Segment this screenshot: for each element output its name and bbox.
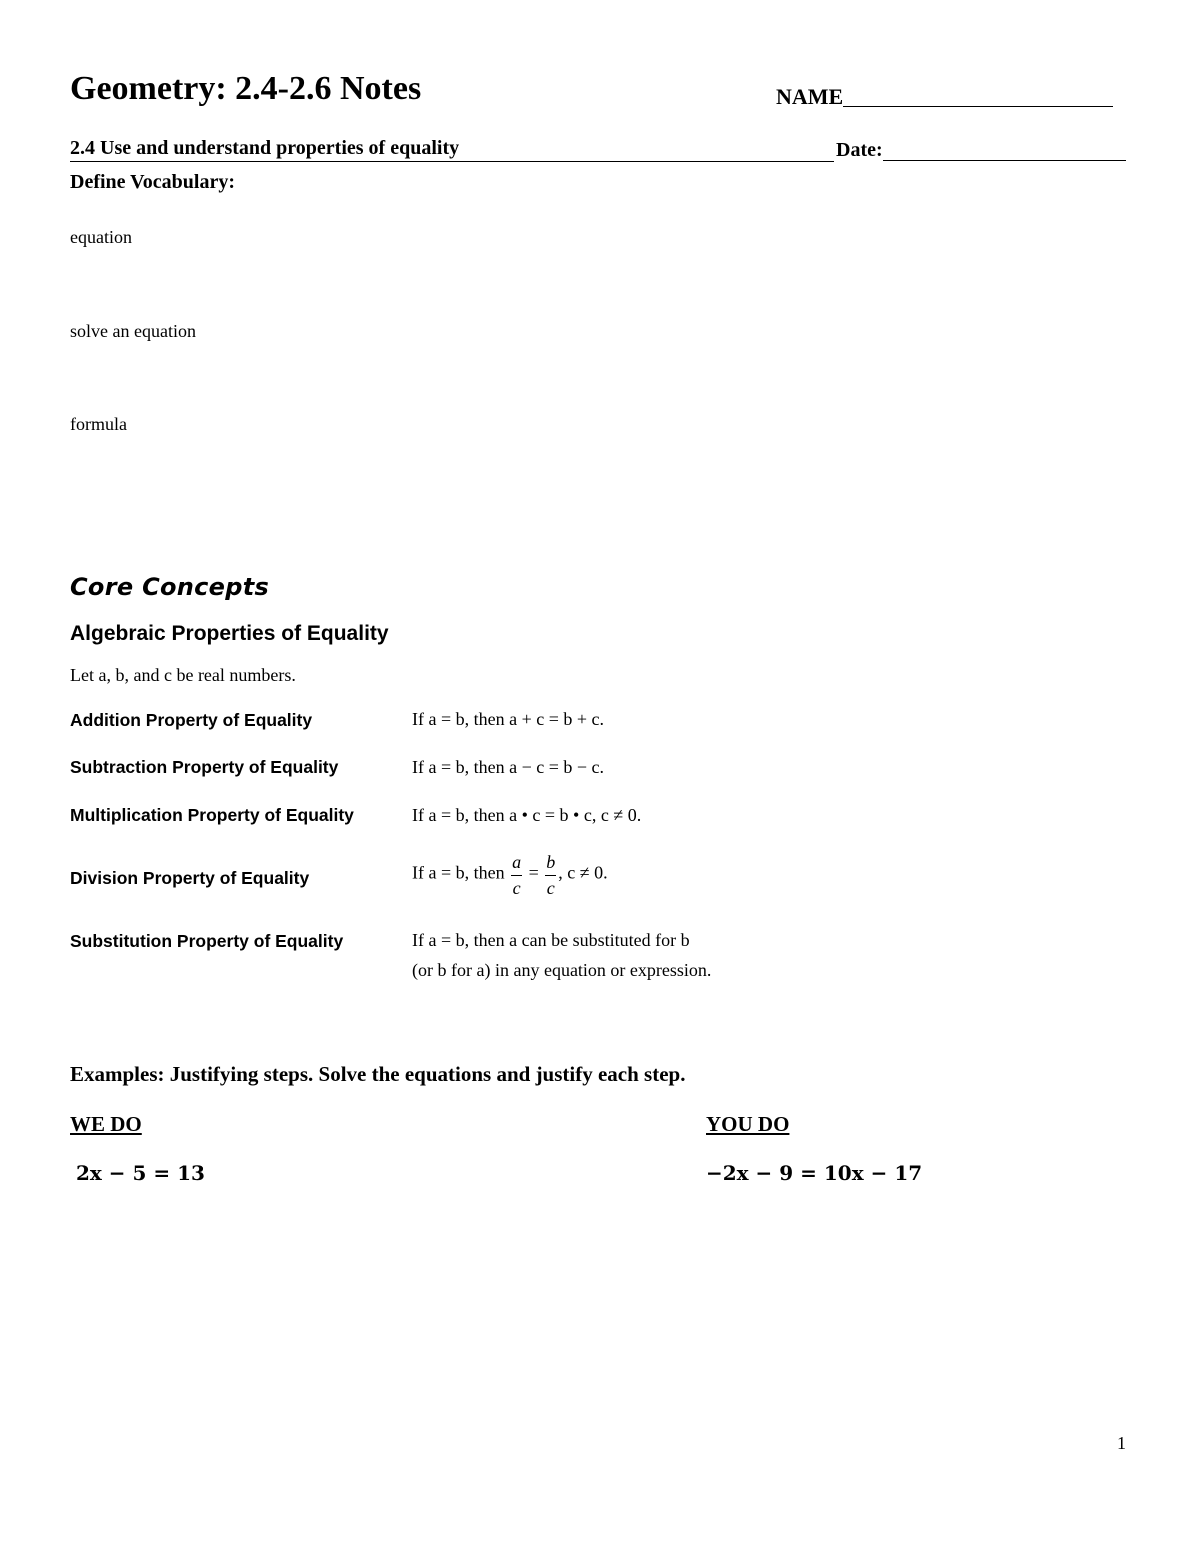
property-rule-substitution-line2: (or b for a) in any equation or expression.	[412, 960, 712, 980]
vocab-term-solve-an-equation: solve an equation	[70, 321, 196, 341]
property-name-addition: Addition Property of Equality	[70, 710, 313, 730]
fraction-b-numerator: b	[546, 852, 556, 872]
division-equals-sign: =	[528, 862, 539, 883]
fraction-a-denominator: c	[512, 877, 521, 898]
date-blank-line[interactable]	[883, 159, 1126, 161]
vocab-term-formula: formula	[70, 414, 127, 434]
core-concepts-title: Core Concepts	[70, 573, 270, 601]
property-name-division: Division Property of Equality	[70, 868, 310, 888]
properties-box-title: Algebraic Properties of Equality	[70, 622, 389, 645]
division-rule-prefix: If a = b, then	[412, 862, 505, 883]
page-number: 1	[1117, 1433, 1126, 1453]
name-blank-line[interactable]	[843, 105, 1113, 107]
property-rule-subtraction: If a = b, then a − c = b − c.	[412, 757, 605, 777]
property-name-substitution: Substitution Property of Equality	[70, 931, 344, 951]
fraction-a-over-c	[511, 853, 522, 898]
page-title: Geometry: 2.4-2.6 Notes	[70, 70, 422, 107]
fraction-b-over-c	[545, 853, 556, 898]
fraction-a-numerator: a	[512, 852, 522, 872]
date-label: Date:	[836, 139, 883, 161]
property-rule-addition: If a = b, then a + c = b + c.	[412, 709, 605, 729]
we-do-heading: WE DO	[70, 1112, 142, 1136]
property-rule-division	[412, 852, 608, 897]
we-do-equation: 2x − 5 = 13	[76, 1161, 205, 1185]
fraction-b-bar	[545, 875, 556, 876]
vocabulary-heading: Define Vocabulary:	[70, 171, 235, 193]
property-name-multiplication: Multiplication Property of Equality	[70, 805, 354, 825]
section-title: 2.4 Use and understand properties of equality	[70, 137, 834, 162]
property-name-subtraction: Subtraction Property of Equality	[70, 757, 339, 777]
property-rule-substitution-line1: If a = b, then a can be substituted for b	[412, 930, 690, 950]
vocab-term-equation: equation	[70, 227, 132, 247]
fraction-b-denominator: c	[546, 877, 555, 898]
property-rule-multiplication: If a = b, then a • c = b • c, c ≠ 0.	[412, 805, 642, 825]
fraction-a-bar	[511, 875, 522, 876]
examples-heading: Examples: Justifying steps. Solve the equations and justify each step.	[70, 1062, 686, 1086]
properties-intro: Let a, b, and c be real numbers.	[70, 665, 296, 685]
you-do-heading: YOU DO	[706, 1112, 790, 1136]
division-rule-suffix: , c ≠ 0.	[558, 862, 608, 883]
name-field[interactable]	[776, 84, 1113, 110]
section-header	[70, 137, 1126, 162]
you-do-equation: −2x − 9 = 10x − 17	[706, 1161, 923, 1185]
name-label: NAME	[776, 84, 844, 109]
